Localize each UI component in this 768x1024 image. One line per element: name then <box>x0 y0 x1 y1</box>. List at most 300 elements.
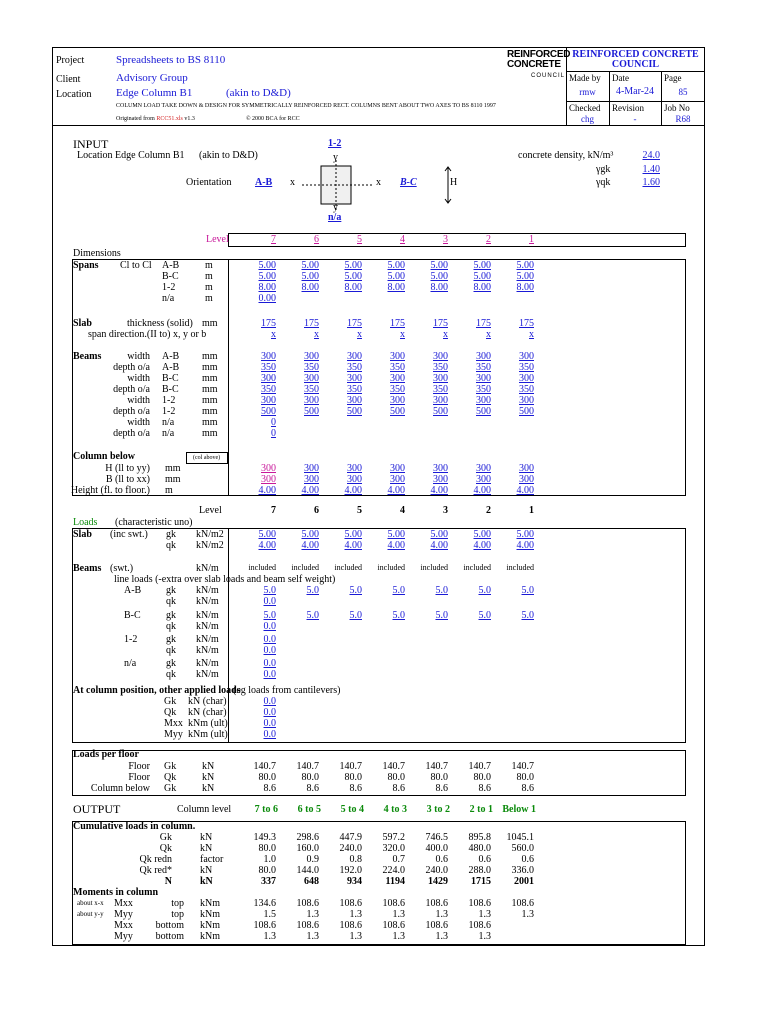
col-value[interactable]: 300 <box>347 474 362 485</box>
lpf-value: 8.6 <box>392 783 405 794</box>
applied-sym: Mxx <box>164 718 183 729</box>
beam-dir: 1-2 <box>162 395 176 406</box>
level-header[interactable]: 3 <box>443 234 448 245</box>
lpf-unit: kN <box>202 761 215 772</box>
slab-load-value[interactable]: 4.00 <box>344 540 362 551</box>
line-value[interactable]: 0.0 <box>263 645 276 656</box>
line-value[interactable]: 0.0 <box>263 596 276 607</box>
line-value[interactable]: 5.0 <box>521 585 534 596</box>
line-value[interactable]: 5.0 <box>478 610 491 621</box>
line-sym: qk <box>166 669 176 680</box>
beam-value[interactable]: 350 <box>261 362 276 373</box>
span-value[interactable]: 5.00 <box>430 260 448 271</box>
lpf-value: 80.0 <box>430 772 448 783</box>
applied-value[interactable]: 0.0 <box>263 718 276 729</box>
lpf-value: 8.6 <box>435 783 448 794</box>
line-dir: B-C <box>124 610 141 621</box>
jobno-value: R68 <box>675 114 691 124</box>
line-unit: kN/m <box>196 585 219 596</box>
moment-unit: kNm <box>200 898 220 909</box>
level-header[interactable]: 1 <box>529 234 534 245</box>
slab-thickness[interactable]: 175 <box>476 318 491 329</box>
beam-value[interactable]: 0 <box>271 417 276 428</box>
col-prop: Height (fl. to floor.) <box>70 485 150 496</box>
location-label: Location <box>56 89 92 100</box>
line-sym: qk <box>166 621 176 632</box>
location-value: Edge Column B1 <box>116 87 193 99</box>
span-value[interactable]: 5.00 <box>344 260 362 271</box>
line-unit: kN/m <box>196 610 219 621</box>
moment-value: 108.6 <box>382 898 405 909</box>
beam-value[interactable]: 300 <box>304 373 319 384</box>
level-header[interactable]: 2 <box>486 234 491 245</box>
applied-value[interactable]: 0.0 <box>263 707 276 718</box>
axis-top-link[interactable]: 1-2 <box>328 138 342 149</box>
level-header: 7 <box>271 505 276 516</box>
axis-left-link[interactable]: A-B <box>255 177 273 188</box>
level-header[interactable]: 7 <box>271 234 276 245</box>
moment-value: 134.6 <box>253 898 276 909</box>
axis-x-right: x <box>376 177 381 188</box>
moment-value: 108.6 <box>425 920 448 931</box>
beam-value[interactable]: 300 <box>433 373 448 384</box>
slab-load-value[interactable]: 5.00 <box>430 529 448 540</box>
beam-value[interactable]: 300 <box>347 351 362 362</box>
lpf-name: Column below <box>90 783 150 794</box>
applied-sym: Myy <box>164 729 183 740</box>
beam-value[interactable]: 300 <box>433 395 448 406</box>
span-value[interactable]: 5.00 <box>430 271 448 282</box>
slab-load-value[interactable]: 5.00 <box>344 529 362 540</box>
beam-loads-note: (swt.) <box>110 563 134 574</box>
density-value[interactable]: 24.0 <box>642 150 660 161</box>
slab-span-dir-label: span direction.(II to) x, y or b <box>88 329 207 340</box>
beam-value[interactable]: 500 <box>261 406 276 417</box>
applied-value[interactable]: 0.0 <box>263 729 276 740</box>
slab-thickness[interactable]: 175 <box>347 318 362 329</box>
col-prop: B (ll to xx) <box>105 474 150 485</box>
line-value[interactable]: 5.0 <box>349 585 362 596</box>
span-value[interactable]: 8.00 <box>387 282 405 293</box>
beam-prop: depth o/a <box>113 428 150 439</box>
moment-value: 108.6 <box>511 898 534 909</box>
moment-value: 1.3 <box>349 909 362 920</box>
span-value[interactable]: 0.00 <box>258 293 276 304</box>
line-value[interactable]: 0.0 <box>263 658 276 669</box>
slab-load-unit: kN/m2 <box>196 540 224 551</box>
lpf-unit: kN <box>202 772 215 783</box>
cum-value: 0.9 <box>306 854 319 865</box>
lpf-value: 140.7 <box>382 761 405 772</box>
line-sym: gk <box>166 585 176 596</box>
copyright: © 2000 BCA for RCC <box>246 116 300 122</box>
level-label: Level <box>206 234 229 245</box>
beam-value[interactable]: 350 <box>519 384 534 395</box>
line-value[interactable]: 5.0 <box>435 610 448 621</box>
beam-value[interactable]: 300 <box>304 351 319 362</box>
beam-value[interactable]: 500 <box>304 406 319 417</box>
col-value[interactable]: 300 <box>390 463 405 474</box>
span-value[interactable]: 8.00 <box>258 282 276 293</box>
col-prop: H (ll to yy) <box>105 463 150 474</box>
slab-span-dir[interactable]: x <box>400 329 405 340</box>
slab-loads-label: Slab <box>73 529 92 540</box>
applied-unit: kNm (ult) <box>188 729 228 740</box>
moment-value: 108.6 <box>296 898 319 909</box>
col-above-note: (col above) <box>193 455 221 461</box>
line-value[interactable]: 0.0 <box>263 621 276 632</box>
line-value[interactable]: 5.0 <box>392 610 405 621</box>
beam-value[interactable]: 500 <box>347 406 362 417</box>
span-unit: m <box>205 271 213 282</box>
line-value[interactable]: 5.0 <box>349 610 362 621</box>
moment-value: 108.6 <box>339 920 362 931</box>
moment-pos: bottom <box>155 920 184 931</box>
gamma-gk-value[interactable]: 1.40 <box>642 164 660 175</box>
moment-value: 108.6 <box>253 920 276 931</box>
moment-value: 1.3 <box>478 931 491 942</box>
beam-value[interactable]: 300 <box>261 395 276 406</box>
lpf-unit: kN <box>202 783 215 794</box>
beam-prop: width <box>127 417 150 428</box>
cum-unit: factor <box>200 854 224 865</box>
lpf-value: 80.0 <box>387 772 405 783</box>
cum-value: 337 <box>261 876 276 887</box>
revision-value: - <box>633 114 637 124</box>
beam-dir: n/a <box>162 428 175 439</box>
cum-name: Qk red* <box>139 865 172 876</box>
line-value[interactable]: 5.0 <box>306 610 319 621</box>
beam-value[interactable]: 350 <box>390 384 405 395</box>
slab-thickness-label: thickness (solid) <box>127 318 193 329</box>
slab-thickness[interactable]: 175 <box>519 318 534 329</box>
col-value[interactable]: 300 <box>519 474 534 485</box>
slab-thickness[interactable]: 175 <box>304 318 319 329</box>
beam-dir: 1-2 <box>162 406 176 417</box>
col-value[interactable]: 4.00 <box>516 485 534 496</box>
span-value[interactable]: 5.00 <box>516 260 534 271</box>
line-value[interactable]: 5.0 <box>306 585 319 596</box>
span-value[interactable]: 8.00 <box>516 282 534 293</box>
cum-name: Gk <box>159 832 172 843</box>
col-value[interactable]: 300 <box>304 474 319 485</box>
line-value[interactable]: 0.0 <box>263 634 276 645</box>
beam-value[interactable]: 350 <box>304 384 319 395</box>
lpf-value: 80.0 <box>301 772 319 783</box>
beam-value[interactable]: 300 <box>390 395 405 406</box>
level-header[interactable]: 6 <box>314 234 319 245</box>
col-value[interactable]: 4.00 <box>430 485 448 496</box>
level-header[interactable]: 5 <box>357 234 362 245</box>
lpf-value: 140.7 <box>253 761 276 772</box>
span-value[interactable]: 5.00 <box>473 271 491 282</box>
col-value[interactable]: 4.00 <box>473 485 491 496</box>
moment-value: 1.3 <box>392 931 405 942</box>
lpf-value: 80.0 <box>473 772 491 783</box>
span-name: 1-2 <box>162 282 176 293</box>
line-value[interactable]: 5.0 <box>435 585 448 596</box>
gamma-qk-label: γqk <box>596 177 611 188</box>
lpf-sym: Gk <box>164 783 177 794</box>
beam-prop: depth o/a <box>113 362 150 373</box>
beam-value[interactable]: 350 <box>476 362 491 373</box>
axis-bottom-link[interactable]: n/a <box>328 212 342 223</box>
lpf-value: 80.0 <box>516 772 534 783</box>
span-value[interactable]: 5.00 <box>258 260 276 271</box>
slab-span-dir[interactable]: x <box>357 329 362 340</box>
cum-unit: kN <box>200 876 213 887</box>
beam-loads-label: Beams <box>73 563 102 574</box>
moment-about: about x-x <box>77 899 104 907</box>
span-value[interactable]: 5.00 <box>301 271 319 282</box>
beam-included-cell: included <box>420 563 448 572</box>
slab-load-value[interactable]: 4.00 <box>516 540 534 551</box>
level-header: 6 <box>314 505 319 516</box>
moment-value: 1.3 <box>392 909 405 920</box>
span-value[interactable]: 5.00 <box>258 271 276 282</box>
beam-included-cell: included <box>506 563 534 572</box>
moment-value: 1.3 <box>306 909 319 920</box>
column-below-label: Column below <box>73 451 135 462</box>
slab-thickness[interactable]: 175 <box>390 318 405 329</box>
col-value[interactable]: 300 <box>347 463 362 474</box>
beam-value[interactable]: 350 <box>519 362 534 373</box>
col-value[interactable]: 4.00 <box>387 485 405 496</box>
beam-value[interactable]: 300 <box>390 351 405 362</box>
span-value[interactable]: 5.00 <box>344 271 362 282</box>
input-title: INPUT <box>73 137 109 151</box>
line-unit: kN/m <box>196 645 219 656</box>
column-level-header: 6 to 5 <box>297 804 321 815</box>
beam-value[interactable]: 300 <box>261 373 276 384</box>
beam-value[interactable]: 300 <box>476 351 491 362</box>
span-value[interactable]: 8.00 <box>430 282 448 293</box>
cum-value: 1.0 <box>263 854 276 865</box>
col-value[interactable]: 300 <box>433 474 448 485</box>
col-value[interactable]: 300 <box>433 463 448 474</box>
applied-unit: kN (char) <box>188 696 227 707</box>
span-value[interactable]: 5.00 <box>387 271 405 282</box>
date-label: Date <box>612 73 629 83</box>
beam-value[interactable]: 300 <box>347 373 362 384</box>
slab-load-value[interactable]: 4.00 <box>473 540 491 551</box>
beam-value[interactable]: 300 <box>261 351 276 362</box>
cum-value: 560.0 <box>511 843 534 854</box>
beam-value[interactable]: 350 <box>261 384 276 395</box>
cum-value: 2001 <box>514 876 534 887</box>
beam-value[interactable]: 500 <box>476 406 491 417</box>
output-title: OUTPUT <box>73 802 121 816</box>
beam-value[interactable]: 300 <box>519 395 534 406</box>
beam-dir: n/a <box>162 417 175 428</box>
line-unit: kN/m <box>196 634 219 645</box>
beam-unit: mm <box>202 406 218 417</box>
line-sym: gk <box>166 610 176 621</box>
level-header: 5 <box>357 505 362 516</box>
gamma-qk-value[interactable]: 1.60 <box>642 177 660 188</box>
span-name: A-B <box>162 260 180 271</box>
level-header: 1 <box>529 505 534 516</box>
column-level-header: Below 1 <box>502 804 536 815</box>
moment-unit: kNm <box>200 909 220 920</box>
beam-value[interactable]: 300 <box>347 395 362 406</box>
cum-value: 400.0 <box>425 843 448 854</box>
beam-value[interactable]: 350 <box>476 384 491 395</box>
lpf-value: 140.7 <box>296 761 319 772</box>
input-location: Location Edge Column B1 <box>77 150 185 161</box>
jobno-label: Job No <box>664 103 690 113</box>
cum-value: 447.9 <box>339 832 362 843</box>
page-label: Page <box>664 73 682 83</box>
dimensions-label: Dimensions <box>73 248 121 259</box>
beam-value[interactable]: 350 <box>433 362 448 373</box>
slab-thickness[interactable]: 175 <box>433 318 448 329</box>
lpf-value: 8.6 <box>263 783 276 794</box>
slab-load-value[interactable]: 4.00 <box>301 540 319 551</box>
cum-value: 648 <box>304 876 319 887</box>
slab-load-value[interactable]: 4.00 <box>430 540 448 551</box>
span-value[interactable]: 8.00 <box>473 282 491 293</box>
col-value[interactable]: 300 <box>390 474 405 485</box>
loads-title: Loads <box>73 517 98 528</box>
col-value[interactable]: 300 <box>476 463 491 474</box>
slab-load-value[interactable]: 5.00 <box>516 529 534 540</box>
line-value[interactable]: 5.0 <box>263 610 276 621</box>
beam-unit: mm <box>202 351 218 362</box>
slab-load-value[interactable]: 4.00 <box>387 540 405 551</box>
cum-name: Qk redn <box>139 854 172 865</box>
slab-load-value[interactable]: 5.00 <box>258 529 276 540</box>
line-unit: kN/m <box>196 669 219 680</box>
spans-label: Spans <box>73 260 99 271</box>
slab-span-dir[interactable]: x <box>486 329 491 340</box>
span-value[interactable]: 5.00 <box>516 271 534 282</box>
beam-value[interactable]: 500 <box>433 406 448 417</box>
col-value[interactable]: 300 <box>519 463 534 474</box>
line-sym: qk <box>166 596 176 607</box>
slab-load-value[interactable]: 5.00 <box>387 529 405 540</box>
applied-loads-note: (eg loads from cantilevers) <box>233 685 341 696</box>
cum-value: 288.0 <box>468 865 491 876</box>
beam-prop: depth o/a <box>113 384 150 395</box>
col-value[interactable]: 300 <box>261 474 276 485</box>
span-value[interactable]: 8.00 <box>344 282 362 293</box>
cum-value: 1715 <box>471 876 491 887</box>
beam-value[interactable]: 300 <box>476 395 491 406</box>
moment-unit: kNm <box>200 920 220 931</box>
beam-value[interactable]: 300 <box>476 373 491 384</box>
col-unit: mm <box>165 463 181 474</box>
line-value[interactable]: 5.0 <box>263 585 276 596</box>
line-value[interactable]: 5.0 <box>478 585 491 596</box>
beam-value[interactable]: 300 <box>519 351 534 362</box>
span-value[interactable]: 5.00 <box>301 260 319 271</box>
checked-value: chg <box>581 114 594 124</box>
org-name-line2: COUNCIL <box>611 59 660 70</box>
cum-name: N <box>164 876 172 887</box>
applied-value[interactable]: 0.0 <box>263 696 276 707</box>
col-value[interactable]: 300 <box>476 474 491 485</box>
beam-value[interactable]: 500 <box>390 406 405 417</box>
line-value[interactable]: 0.0 <box>263 669 276 680</box>
slab-load-sym: qk <box>166 540 176 551</box>
beam-value[interactable]: 0 <box>271 428 276 439</box>
slab-span-dir[interactable]: x <box>529 329 534 340</box>
lpf-value: 140.7 <box>425 761 448 772</box>
cum-value: 895.8 <box>468 832 491 843</box>
cum-value: 80.0 <box>258 843 276 854</box>
cum-unit: kN <box>200 865 213 876</box>
beam-value[interactable]: 300 <box>390 373 405 384</box>
cum-value: 597.2 <box>382 832 405 843</box>
slab-span-dir[interactable]: x <box>443 329 448 340</box>
cum-value: 0.8 <box>349 854 362 865</box>
density-label: concrete density, kN/m³ <box>518 150 614 161</box>
line-value[interactable]: 5.0 <box>392 585 405 596</box>
moment-value: 1.3 <box>435 931 448 942</box>
location-note: (akin to D&D) <box>226 87 291 99</box>
level-header: 2 <box>486 505 491 516</box>
rcc-logo: REINFORCED CONCRETE COUNCIL <box>507 49 571 79</box>
lpf-name: Floor <box>128 761 150 772</box>
beam-value[interactable]: 300 <box>519 373 534 384</box>
beam-included-cell: included <box>291 563 319 572</box>
slab-span-dir[interactable]: x <box>314 329 319 340</box>
org-name-line1: REINFORCED CONCRETE <box>572 49 699 60</box>
level-header: 3 <box>443 505 448 516</box>
beam-value[interactable]: 350 <box>433 384 448 395</box>
beam-value[interactable]: 350 <box>347 384 362 395</box>
span-value[interactable]: 5.00 <box>387 260 405 271</box>
slab-load-value[interactable]: 5.00 <box>473 529 491 540</box>
beam-included-cell: included <box>334 563 362 572</box>
beam-value[interactable]: 350 <box>347 362 362 373</box>
beam-value[interactable]: 300 <box>304 395 319 406</box>
cum-value: 480.0 <box>468 843 491 854</box>
beam-loads-unit: kN/m <box>196 563 219 574</box>
col-value[interactable]: 300 <box>304 463 319 474</box>
span-value[interactable]: 8.00 <box>301 282 319 293</box>
line-sym: gk <box>166 634 176 645</box>
span-value[interactable]: 5.00 <box>473 260 491 271</box>
slab-loads-note: (inc swt.) <box>110 529 148 540</box>
col-value[interactable]: 300 <box>261 463 276 474</box>
col-value[interactable]: 4.00 <box>301 485 319 496</box>
slab-thickness[interactable]: 175 <box>261 318 276 329</box>
beam-value[interactable]: 350 <box>390 362 405 373</box>
col-value[interactable]: 4.00 <box>344 485 362 496</box>
slab-span-dir[interactable]: x <box>271 329 276 340</box>
made-by-label: Made by <box>569 73 601 83</box>
line-value[interactable]: 5.0 <box>521 610 534 621</box>
span-name: n/a <box>162 293 175 304</box>
slab-load-value[interactable]: 4.00 <box>258 540 276 551</box>
axis-right-link[interactable]: B-C <box>400 177 417 188</box>
axis-y-top: y <box>333 152 338 163</box>
beam-value[interactable]: 500 <box>519 406 534 417</box>
beam-value[interactable]: 300 <box>433 351 448 362</box>
beam-dir: B-C <box>162 384 179 395</box>
level-header[interactable]: 4 <box>400 234 405 245</box>
column-level-label: Column level <box>177 804 232 815</box>
slab-load-value[interactable]: 5.00 <box>301 529 319 540</box>
cum-name: Qk <box>159 843 172 854</box>
moment-pos: bottom <box>155 931 184 942</box>
beam-value[interactable]: 350 <box>304 362 319 373</box>
col-value[interactable]: 4.00 <box>258 485 276 496</box>
date-value: 4-Mar-24 <box>615 86 655 97</box>
span-name: B-C <box>162 271 179 282</box>
